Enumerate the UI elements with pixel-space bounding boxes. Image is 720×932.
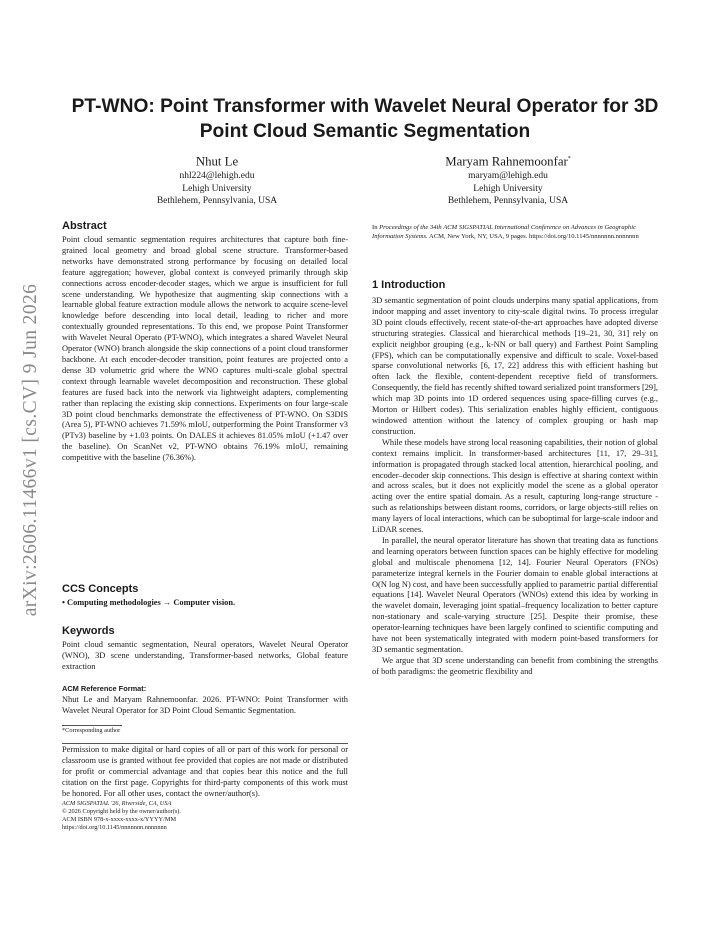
author-affiliation-2: Lehigh University — [473, 183, 543, 194]
copyright-line: © 2026 Copyright held by the owner/author(s). — [62, 807, 181, 815]
author-name-1: Nhut Le — [195, 154, 239, 169]
proceedings-citation: In Proceedings of the 34th ACM SIGSPATIAL International Conference on Advances in Geographic Information Systems. ACM, New York, NY, USA, 9 pages. https://doi.org/10.1145/nnnnnnn.nnnnnnn — [372, 224, 639, 241]
intro-paragraph-2: While these models have strong local reasoning capabilities, their notion of global context remains implicit. In transformer-based architectures [11, 17, 29–31], information is propagated through stacked local attention, hierarchical pooling, and encoder–decoder skip connections. This design is effective at sharing context within and across scales, but it does not explicitly model the scene as a global operator acting over the entire spatial domain. As a result, capturing long-range structure - such as relationships between distant rooms, corridors, or large objects-still relies on many layers of local interactions, which can be suboptimal for large-scale indoor and LiDAR scenes. — [372, 437, 658, 535]
permission-block — [62, 745, 348, 832]
introduction-section — [372, 279, 658, 678]
venue-line: ACM SIGSPATIAL '26, Riverside, CA, USA — [62, 799, 172, 807]
keywords-heading: Keywords — [62, 625, 115, 637]
abstract-heading: Abstract — [62, 220, 107, 232]
acm-reference-heading: ACM Reference Format: — [62, 684, 147, 693]
author-affiliation-1: Lehigh University — [182, 183, 252, 194]
author-email-2: maryam@lehigh.edu — [468, 171, 548, 182]
permission-text: Permission to make digital or hard copies of all or part of this work for personal or classroom use is granted without fee provided that copies are not made or distributed for profit or commercial advantage and that copies bear this notice and the full citation on the first page. Copyrights for third-party components of this work must be honored. For all other uses, contact the owner/author(s). — [62, 745, 348, 798]
ccs-section — [62, 583, 348, 609]
doi-link[interactable]: https://doi.org/10.1145/nnnnnnn.nnnnnnn — [62, 823, 167, 831]
permission-rule — [62, 743, 348, 744]
intro-paragraph-4: We argue that 3D scene understanding can benefit from combining the strengths of both paradigms: the geometric flexibility and — [372, 655, 658, 676]
proceedings-title: Proceedings of the 34th ACM SIGSPATIAL International Conference on Advances in Geographic Information Systems. — [372, 224, 636, 241]
ccs-text: • Computing methodologies → Computer vision. — [62, 598, 236, 607]
author-email-1: nhl224@lehigh.edu — [179, 171, 255, 182]
author-block-2 — [363, 152, 653, 208]
author-block-1 — [72, 152, 362, 208]
author-location-1: Bethlehem, Pennsylvania, USA — [156, 196, 278, 207]
intro-paragraph-3: In parallel, the neural operator literature has shown that treating data as functions and learning operators between function spaces can be highly effective for modeling global and multiscale phenomena [12, 14]. Fourier Neural Operators (FNOs) parameterize integral kernels in the Fourier domain to enable global interactions at O(N log N) cost, and have been successfully applied to parametric partial differential equations [14]. Wavelet Neural Operators (WNOs) extend this idea by working in the wavelet domain, leveraging joint spatial–frequency localization to better capture non-stationary and scale-varying structure [25]. Despite their promise, these operator-learning techniques have been largely confined to scientific computing and have not been systematically integrated with modern point-based transformers for 3D semantic segmentation. — [372, 535, 658, 654]
ccs-heading: CCS Concepts — [62, 583, 139, 595]
author-location-2: Bethlehem, Pennsylvania, USA — [447, 196, 569, 207]
acm-reference-section — [62, 684, 348, 717]
arxiv-identifier — [22, 250, 40, 650]
footnote-rule — [62, 725, 122, 726]
arxiv-identifier-text: arXiv:2606.11466v1 [cs.CV] 9 Jun 2026 — [20, 283, 41, 617]
keywords-section — [62, 625, 348, 673]
keywords-text: Point cloud semantic segmentation, Neural operators, Wavelet Neural Operator (WNO), 3D scene understanding, Transformer-based networks, Global feature extraction — [62, 640, 348, 671]
paper-title: PT-WNO: Point Transformer with Wavelet Neural Operator for 3D Point Cloud Semantic Segmentation — [71, 96, 659, 142]
corresponding-author-note: *Corresponding author — [62, 727, 121, 734]
acm-reference-text: Nhut Le and Maryam Rahnemoonfar. 2026. PT-WNO: Point Transformer with Wavelet Neural Operator for 3D Point Cloud Semantic Segmentation. — [62, 695, 348, 715]
introduction-heading: 1 Introduction — [372, 279, 446, 291]
author-name-2: Maryam Rahnemoonfar* — [445, 154, 571, 169]
abstract-text: Point cloud semantic segmentation requires architectures that capture both fine-grained local geometry and broad global scene structure. Transformer-based networks have demonstrated strong performance by focusing on detailed local feature aggregation; however, global context is conveyed primarily through skip connections across encoder-decoder stages, which we argue is insufficient for full scene understanding. We hypothesize that augmenting skip connections with a learnable global feature extraction module allows the network to acquire scene-level knowledge before descending into local detail, leading to richer and more contextually grounded representations. To this end, we propose Point Transformer with Wavelet Neural Operato (PT-WNO), which integrates a shared Wavelet Neural Operator (WNO) branch alongside the skip connections of a point cloud transformer backbone. At each encoder-decoder transition, point features are projected onto a dense 3D volumetric grid where the WNO captures multi-scale global spectral context through learnable wavelet decomposition and reconstruction. These global features are fused back into the network via lightweight adapters, complementing rather than replacing the existing skip connections. Experiments on four large-scale 3D point cloud benchmarks demonstrate the effectiveness of PT-WNO. On S3DIS (Area 5), PT-WNO achieves 71.59% mIoU, outperforming the Point Transformer v3 (PTv3) baseline by +1.03 points. On DALES it achieves 81.05% mIoU (+1.47 over the baseline). On ScanNet v2, PT-WNO obtains 76.19% mIoU, remaining competitive with the baseline (76.36%). — [62, 235, 348, 463]
abstract-section — [62, 220, 348, 464]
intro-paragraph-1: 3D semantic segmentation of point clouds underpins many spatial applications, from indoor mapping and asset inventory to city-scale digital twins. To process irregular 3D point clouds effectively, recent state-of-the-art approaches have adopted diverse structuring strategies. Classical and hierarchical methods [19–21, 30, 31] rely on explicit neighbor grouping (e.g., k-NN or ball query) and Farthest Point Sampling (FPS), which can be computationally expensive and difficult to scale. Voxel-based sparse convolutional networks [6, 17, 22] address this with efficient hashing but often lack the flexible, content-dependent receptive field of transformers. Consequently, the field has recently shifted toward serialized point transformers [29], which map 3D points into 1D ordered sequences using space-filling curves (e.g., Morton or Hilbert codes). This serialization enables highly efficient, contiguous windowed attention without the latency of complex grouping or hash map construction. — [372, 296, 658, 436]
isbn-line: ACM ISBN 978-x-xxxx-xxxx-x/YYYY/MM — [62, 815, 177, 823]
